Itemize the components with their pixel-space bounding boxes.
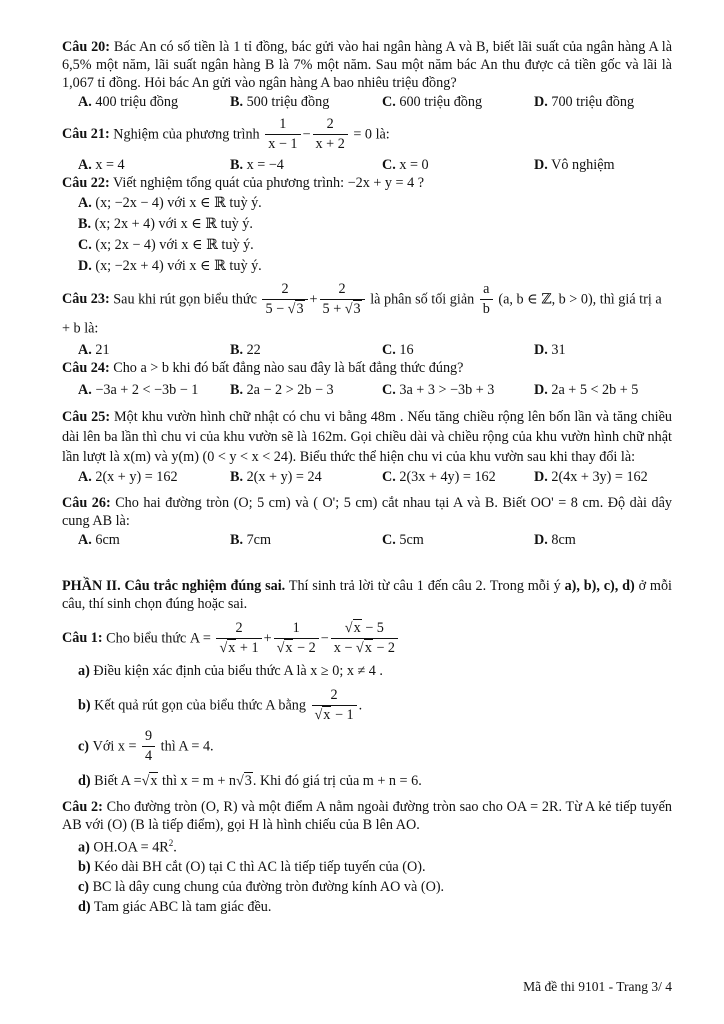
option-b: B. (x; 2x + 4) với x ∈ ℝ tuỳ ý. xyxy=(78,216,253,232)
question-label: Câu 2: xyxy=(62,798,103,815)
fraction: $\frac{1}{x - 1}$ xyxy=(265,117,300,152)
fraction: $\frac{2}{5 + √3}$ xyxy=(320,282,365,317)
option-d: D. 2(4x + 3y) = 162 xyxy=(534,468,648,485)
option-d: D. 2a + 5 < 2b + 5 xyxy=(534,381,639,398)
question-25 xyxy=(62,407,672,486)
question-text: Cho đường tròn (O, R) và một điểm A nằm ngoài đường tròn sao cho OA = 2R. Từ A kẻ tiếp tuyến AB với (O) (B là tiếp điểm), gọi H là hình chiếu của B lên AO. xyxy=(62,798,672,833)
option-d: D. 700 triệu đồng xyxy=(534,94,635,110)
fraction: $\frac{2}{√x - 1}$ xyxy=(312,688,357,723)
statement-c: c) BC là dây cung chung của đường tròn đường kính AO và (O). xyxy=(78,879,445,896)
option-d: D. 31 xyxy=(534,341,566,358)
option-c: C. 3a + 3 > −3b + 3 xyxy=(382,381,495,398)
question-22 xyxy=(62,174,672,278)
options xyxy=(62,531,672,549)
option-a: A. 21 xyxy=(78,341,110,358)
option-c: C. 5cm xyxy=(382,531,424,548)
question-26 xyxy=(62,494,672,549)
statement-a: a) $OH.OA = 4R^2$. xyxy=(78,837,177,856)
options xyxy=(62,194,672,278)
options xyxy=(62,156,672,174)
option-c: C. 600 triệu đồng xyxy=(382,94,483,110)
option-a: A. x = 4 xyxy=(78,157,125,173)
fraction: $\frac{2}{x + 2}$ xyxy=(313,117,348,152)
question-21: Câu 21: Nghiệm của phương trình $\frac{1}{x - 1}$ − $\frac{2}{x + 2}$ = 0 là: A. x = 4 B. x = −4 C. x = 0 D. Vô nghiệm xyxy=(62,117,672,174)
fraction: $\frac{9}{4}$ xyxy=(142,729,155,764)
option-c: C. x = 0 xyxy=(382,157,429,173)
fraction: $\frac{2}{5 - √3}$ xyxy=(262,282,307,317)
question-label: Câu 1: xyxy=(62,629,103,646)
question-label: Câu 22: xyxy=(62,175,110,191)
statement-b: b) Kết quả rút gọn của biểu thức A bằng $\frac{2}{√x - 1}$ . xyxy=(78,686,363,723)
option-c: C. 16 xyxy=(382,341,414,358)
section-title: PHẦN II. Câu trắc nghiệm đúng sai. xyxy=(62,577,286,594)
question-text: Bác An có số tiền là 1 tỉ đồng, bác gửi vào hai ngân hàng A và B, biết lãi suất của ngân hàng A là 6,5% một năm, lãi suất ngân hàng B là 7% một năm. Sau một năm bác An thu được cả tiền gốc và lãi là 1,067 tỉ đồng. Hỏi bác An gửi vào ngân hàng A bao nhiêu triệu đồng? xyxy=(62,39,673,91)
question-20 xyxy=(62,38,672,111)
statement-d: d) Tam giác ABC là tam giác đều. xyxy=(78,899,272,916)
option-c: C. (x; 2x − 4) với x ∈ ℝ tuỳ ý. xyxy=(78,237,254,253)
part2-question-2 xyxy=(62,798,672,917)
options xyxy=(62,93,672,111)
fraction: $\frac{1}{√x - 2}$ xyxy=(274,621,319,656)
option-b: B. 2(x + y) = 24 xyxy=(230,468,322,485)
option-a: A. 400 triệu đồng xyxy=(78,94,179,110)
statement-b: b) Kéo dài BH cắt (O) tại C thì AC là tiếp tiếp tuyến của (O). xyxy=(78,859,426,876)
option-a: A. 6cm xyxy=(78,531,120,548)
option-b: B. 22 xyxy=(230,341,261,358)
option-b: B. x = −4 xyxy=(230,157,284,173)
options xyxy=(62,381,672,399)
question-label: Câu 20: xyxy=(62,39,111,55)
question-text: Viết nghiệm tổng quát của phương trình: −2x + y = 4 ? xyxy=(113,175,425,191)
question-23: Câu 23: Sau khi rút gọn biểu thức $\frac{2}{5 - √3}$ + $\frac{2}{5 + √3}$ là phân số tối giản $\frac{a}{b}$ (a, b ∈ ℤ, b > 0), thì giá trị a + b là: A. 21 B. 22 C. 16 D. 31 xyxy=(62,282,672,359)
option-c: C. 2(3x + 4y) = 162 xyxy=(382,468,496,485)
option-b: B. 7cm xyxy=(230,531,271,548)
statement-d: d) Biết A =√x thì x = m + n√3. Khi đó giá trị của m + n = 6. xyxy=(78,772,422,789)
question-text: Một khu vườn hình chữ nhật có chu vi bằng 48m . Nếu tăng chiều rộng lên bốn lần và tăng chiều dài lên ba lần thì chu vi của khu vườn sẽ là 162m. Gọi chiều dài và chiều rộng của khu vườn hình chữ nhật lần lượt là x(m) và y(m) (0 < y < x < 24). Biểu thức thể hiện chu vi của khu vườn sau khi thay đổi là: xyxy=(62,408,672,465)
option-d: D. 8cm xyxy=(534,531,576,548)
options xyxy=(62,468,672,486)
option-b: B. 500 triệu đồng xyxy=(230,94,330,110)
part2-question-1: Câu 1: Cho biểu thức A = $\frac{2}{√x + 1}$ + $\frac{1}{√x - 2}$ − $\frac{√x - 5}{x - √x - 2}$ a) Điều kiện xác định của biểu thức A là x ≥ 0; x ≠ 4 . b) Kết quả rút gọn của biểu thức A bằng $\frac{2}{√x - 1}$ . c) Với x = $\frac{9}{4}$ thì A = 4. d) Biết A =√x thì x = m + n√3. Khi đó giá trị của m + n = 6. xyxy=(62,621,672,790)
question-text: Cho hai đường tròn (O; 5 cm) và ( O'; 5 cm) cắt nhau tại A và B. Biết OO' = 8 cm. Độ dài dây cung AB là: xyxy=(62,494,672,529)
fraction: $\frac{2}{√x + 1}$ xyxy=(216,621,261,656)
fraction: $\frac{√x - 5}{x - √x - 2}$ xyxy=(331,621,398,656)
option-d: D. Vô nghiệm xyxy=(534,157,615,173)
question-label: Câu 26: xyxy=(62,494,111,511)
question-label: Câu 21: xyxy=(62,125,110,142)
page-footer: Mã đề thi 9101 - Trang 3/ 4 xyxy=(523,979,672,994)
options xyxy=(62,341,672,359)
question-label: Câu 25: xyxy=(62,408,111,425)
option-d: D. (x; −2x + 4) với x ∈ ℝ tuỳ ý. xyxy=(78,258,262,274)
question-label: Câu 23: xyxy=(62,290,110,307)
question-24 xyxy=(62,359,672,399)
option-a: A. −3a + 2 < −3b − 1 xyxy=(78,381,199,398)
fraction: $\frac{a}{b}$ xyxy=(480,282,493,317)
question-label: Câu 24: xyxy=(62,359,110,376)
statement-c: c) Với x = $\frac{9}{4}$ thì A = 4. xyxy=(78,727,214,764)
part-2-heading: PHẦN II. Câu trắc nghiệm đúng sai. Thí sinh trả lời từ câu 1 đến câu 2. Trong mỗi ý a), b), c), d) ở mỗi câu, thí sinh chọn đúng hoặc sai. xyxy=(62,577,672,612)
option-b: B. 2a − 2 > 2b − 3 xyxy=(230,381,334,398)
question-text: Cho a > b khi đó bất đẳng nào sau đây là bất đẳng thức đúng? xyxy=(113,359,464,376)
option-a: A. 2(x + y) = 162 xyxy=(78,468,178,485)
option-a: A. (x; −2x − 4) với x ∈ ℝ tuỳ ý. xyxy=(78,195,262,211)
statement-a: a) Điều kiện xác định của biểu thức A là x ≥ 0; x ≠ 4 . xyxy=(78,662,383,679)
